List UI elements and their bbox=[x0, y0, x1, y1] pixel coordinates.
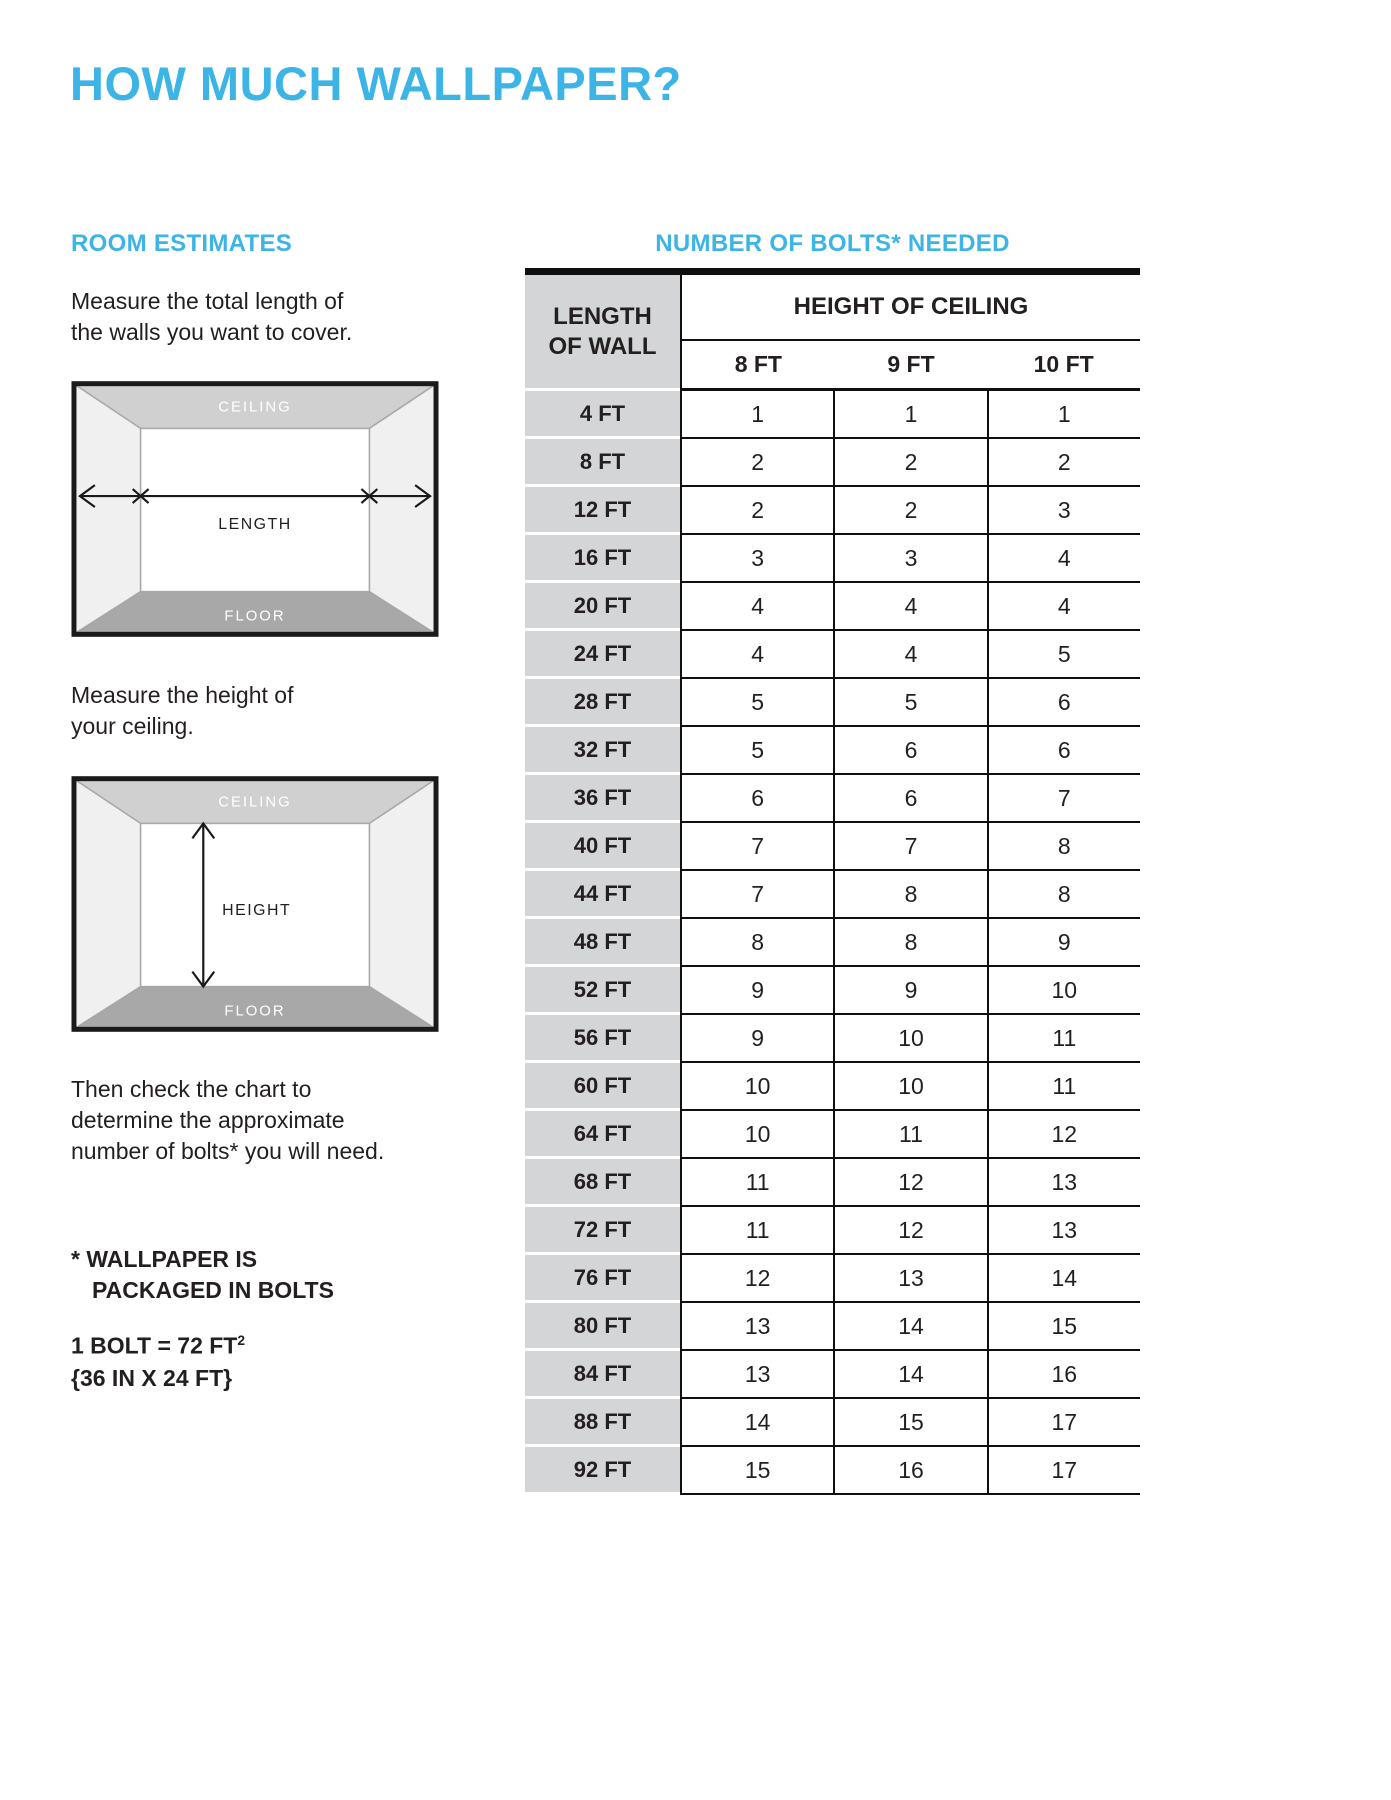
step2-line1: Measure the height of bbox=[71, 682, 294, 708]
bolts-value-cell: 15 bbox=[987, 1303, 1140, 1351]
bolts-value-cell: 7 bbox=[680, 823, 833, 871]
table-row bbox=[525, 535, 1140, 583]
bolts-value-cell: 10 bbox=[987, 967, 1140, 1015]
bolts-value-cell: 7 bbox=[987, 775, 1140, 823]
table-row bbox=[525, 1399, 1140, 1447]
bolts-needed-heading: NUMBER OF BOLTS* NEEDED bbox=[655, 230, 1010, 257]
bolts-value-cell: 4 bbox=[987, 583, 1140, 631]
table-row bbox=[525, 1063, 1140, 1111]
wall-length-label: 24 FT bbox=[525, 631, 680, 679]
bolts-value-cell: 4 bbox=[680, 631, 833, 679]
step1-line2: the walls you want to cover. bbox=[71, 319, 353, 345]
wall-length-label: 80 FT bbox=[525, 1303, 680, 1351]
bolts-value-cell: 14 bbox=[833, 1351, 986, 1399]
bolts-value-cell: 6 bbox=[987, 679, 1140, 727]
right-wall-face bbox=[369, 385, 435, 634]
bolts-value-cell: 17 bbox=[987, 1447, 1140, 1495]
table-row bbox=[525, 1111, 1140, 1159]
bolts-value-cell: 14 bbox=[680, 1399, 833, 1447]
bolts-value-cell: 1 bbox=[680, 391, 833, 439]
bolts-value-cell: 8 bbox=[833, 871, 986, 919]
height-label: HEIGHT bbox=[222, 901, 292, 919]
bolts-value-cell: 12 bbox=[680, 1255, 833, 1303]
table-row bbox=[525, 391, 1140, 439]
page-title: HOW MUCH WALLPAPER? bbox=[70, 57, 682, 110]
length-header-line2: OF WALL bbox=[548, 332, 657, 360]
step3-line2: determine the approximate bbox=[71, 1107, 345, 1133]
bolts-value-cell: 9 bbox=[833, 967, 986, 1015]
ceiling-height-col-header: 9 FT bbox=[887, 351, 935, 377]
footnote-line1: * WALLPAPER IS bbox=[71, 1246, 258, 1272]
table-row bbox=[525, 631, 1140, 679]
back-wall-face bbox=[141, 428, 370, 591]
bolts-value-cell: 11 bbox=[987, 1063, 1140, 1111]
table-header bbox=[525, 275, 1140, 391]
table-row bbox=[525, 1351, 1140, 1399]
table-row bbox=[525, 439, 1140, 487]
bolts-value-cell: 16 bbox=[833, 1447, 986, 1495]
bolts-value-cell: 15 bbox=[680, 1447, 833, 1495]
bolts-value-cell: 13 bbox=[680, 1303, 833, 1351]
wall-length-label: 4 FT bbox=[525, 391, 680, 439]
bolts-value-cell: 2 bbox=[833, 487, 986, 535]
bolts-value-cell: 2 bbox=[680, 439, 833, 487]
wall-length-label: 84 FT bbox=[525, 1351, 680, 1399]
bolts-value-cell: 10 bbox=[833, 1015, 986, 1063]
bolts-footnote bbox=[71, 1244, 334, 1306]
bolts-value-cell: 11 bbox=[833, 1111, 986, 1159]
bolt-equation bbox=[71, 1325, 245, 1362]
bolts-value-cell: 5 bbox=[680, 679, 833, 727]
wall-length-label: 36 FT bbox=[525, 775, 680, 823]
table-row bbox=[525, 1303, 1140, 1351]
step2-line2: your ceiling. bbox=[71, 713, 194, 739]
ceiling-height-col-header: 10 FT bbox=[1033, 351, 1094, 377]
bolts-value-cell: 3 bbox=[680, 535, 833, 583]
bolts-value-cell: 11 bbox=[680, 1159, 833, 1207]
ceiling-label: CEILING bbox=[218, 399, 292, 416]
bolts-value-cell: 13 bbox=[680, 1351, 833, 1399]
step3-line3: number of bolts* you will need. bbox=[71, 1138, 385, 1164]
ceiling-height-subheaders bbox=[682, 341, 1140, 391]
bolts-value-cell: 4 bbox=[833, 631, 986, 679]
ceiling-label: CEILING bbox=[218, 794, 292, 811]
bolts-value-cell: 4 bbox=[680, 583, 833, 631]
bolts-value-cell: 8 bbox=[680, 919, 833, 967]
wall-length-label: 52 FT bbox=[525, 967, 680, 1015]
step1-instruction bbox=[71, 286, 352, 348]
bolts-value-cell: 11 bbox=[680, 1207, 833, 1255]
right-wall-face bbox=[369, 780, 435, 1029]
bolts-value-cell: 5 bbox=[833, 679, 986, 727]
bolts-value-cell: 16 bbox=[987, 1351, 1140, 1399]
bolts-value-cell: 7 bbox=[680, 871, 833, 919]
table-row bbox=[525, 679, 1140, 727]
bolt-definition bbox=[71, 1325, 245, 1394]
step3-line1: Then check the chart to bbox=[71, 1076, 312, 1102]
bolts-value-cell: 13 bbox=[987, 1159, 1140, 1207]
height-of-ceiling-header: HEIGHT OF CEILING bbox=[682, 275, 1140, 341]
bolts-value-cell: 9 bbox=[680, 1015, 833, 1063]
bolts-value-cell: 9 bbox=[680, 967, 833, 1015]
bolts-value-cell: 1 bbox=[987, 391, 1140, 439]
bolts-value-cell: 8 bbox=[833, 919, 986, 967]
wall-length-label: 72 FT bbox=[525, 1207, 680, 1255]
wall-length-label: 60 FT bbox=[525, 1063, 680, 1111]
ceiling-height-col-header: 8 FT bbox=[734, 351, 782, 377]
height-diagram bbox=[71, 775, 439, 1033]
bolts-value-cell: 10 bbox=[680, 1111, 833, 1159]
bolts-value-cell: 15 bbox=[833, 1399, 986, 1447]
wall-length-label: 28 FT bbox=[525, 679, 680, 727]
table-top-border bbox=[525, 268, 1140, 275]
bolts-value-cell: 2 bbox=[833, 439, 986, 487]
length-label: LENGTH bbox=[218, 515, 292, 533]
table-row bbox=[525, 967, 1140, 1015]
bolts-value-cell: 3 bbox=[833, 535, 986, 583]
step3-instruction bbox=[71, 1074, 384, 1167]
bolts-value-cell: 8 bbox=[987, 823, 1140, 871]
table-body bbox=[525, 391, 1140, 1495]
wall-length-label: 92 FT bbox=[525, 1447, 680, 1495]
table-row bbox=[525, 919, 1140, 967]
room-estimates-heading: ROOM ESTIMATES bbox=[71, 230, 293, 257]
bolts-value-cell: 2 bbox=[680, 487, 833, 535]
floor-label: FLOOR bbox=[224, 608, 286, 625]
table-row bbox=[525, 823, 1140, 871]
col-group-height-of-ceiling bbox=[680, 275, 1140, 391]
bolts-value-cell: 1 bbox=[833, 391, 986, 439]
table-row bbox=[525, 727, 1140, 775]
bolts-value-cell: 2 bbox=[987, 439, 1140, 487]
bolts-value-cell: 17 bbox=[987, 1399, 1140, 1447]
bolts-value-cell: 6 bbox=[833, 775, 986, 823]
footnote-line2: PACKAGED IN BOLTS bbox=[92, 1277, 334, 1303]
table-row bbox=[525, 583, 1140, 631]
table-row bbox=[525, 1015, 1140, 1063]
left-wall-face bbox=[75, 385, 141, 634]
table-row bbox=[525, 487, 1140, 535]
wall-length-label: 76 FT bbox=[525, 1255, 680, 1303]
bolts-value-cell: 12 bbox=[833, 1159, 986, 1207]
left-wall-face bbox=[75, 780, 141, 1029]
wall-length-label: 56 FT bbox=[525, 1015, 680, 1063]
floor-label: FLOOR bbox=[224, 1003, 286, 1020]
wall-length-label: 44 FT bbox=[525, 871, 680, 919]
table-row bbox=[525, 775, 1140, 823]
bolts-value-cell: 13 bbox=[987, 1207, 1140, 1255]
bolts-value-cell: 6 bbox=[833, 727, 986, 775]
length-diagram bbox=[71, 380, 439, 638]
length-header-line1: LENGTH bbox=[553, 302, 652, 330]
wall-length-label: 20 FT bbox=[525, 583, 680, 631]
table-row bbox=[525, 1207, 1140, 1255]
bolts-table bbox=[525, 268, 1140, 1495]
wall-length-label: 8 FT bbox=[525, 439, 680, 487]
col-header-length-of-wall bbox=[525, 275, 680, 391]
bolts-value-cell: 7 bbox=[833, 823, 986, 871]
wall-length-label: 16 FT bbox=[525, 535, 680, 583]
bolts-value-cell: 5 bbox=[680, 727, 833, 775]
wall-length-label: 48 FT bbox=[525, 919, 680, 967]
bolts-value-cell: 14 bbox=[833, 1303, 986, 1351]
bolts-value-cell: 12 bbox=[987, 1111, 1140, 1159]
wall-length-label: 32 FT bbox=[525, 727, 680, 775]
wall-length-label: 88 FT bbox=[525, 1399, 680, 1447]
bolts-value-cell: 6 bbox=[987, 727, 1140, 775]
bolts-value-cell: 6 bbox=[680, 775, 833, 823]
table-row bbox=[525, 871, 1140, 919]
bolt-dimensions: {36 IN X 24 FT} bbox=[71, 1364, 233, 1391]
step2-instruction bbox=[71, 680, 293, 742]
table-row bbox=[525, 1447, 1140, 1495]
bolts-value-cell: 3 bbox=[987, 487, 1140, 535]
wall-length-label: 12 FT bbox=[525, 487, 680, 535]
bolts-value-cell: 8 bbox=[987, 871, 1140, 919]
bolt-equation-text: 1 BOLT = 72 FT bbox=[71, 1332, 238, 1359]
wall-length-label: 40 FT bbox=[525, 823, 680, 871]
bolts-value-cell: 4 bbox=[987, 535, 1140, 583]
bolts-value-cell: 13 bbox=[833, 1255, 986, 1303]
bolts-value-cell: 9 bbox=[987, 919, 1140, 967]
bolts-value-cell: 14 bbox=[987, 1255, 1140, 1303]
bolts-value-cell: 11 bbox=[987, 1015, 1140, 1063]
wall-length-label: 68 FT bbox=[525, 1159, 680, 1207]
bolts-value-cell: 4 bbox=[833, 583, 986, 631]
table-row bbox=[525, 1255, 1140, 1303]
step1-line1: Measure the total length of bbox=[71, 288, 344, 314]
bolt-exponent: 2 bbox=[237, 1333, 246, 1348]
bolts-value-cell: 12 bbox=[833, 1207, 986, 1255]
bolts-value-cell: 10 bbox=[680, 1063, 833, 1111]
bolts-value-cell: 5 bbox=[987, 631, 1140, 679]
bolts-value-cell: 10 bbox=[833, 1063, 986, 1111]
table-row bbox=[525, 1159, 1140, 1207]
wall-length-label: 64 FT bbox=[525, 1111, 680, 1159]
